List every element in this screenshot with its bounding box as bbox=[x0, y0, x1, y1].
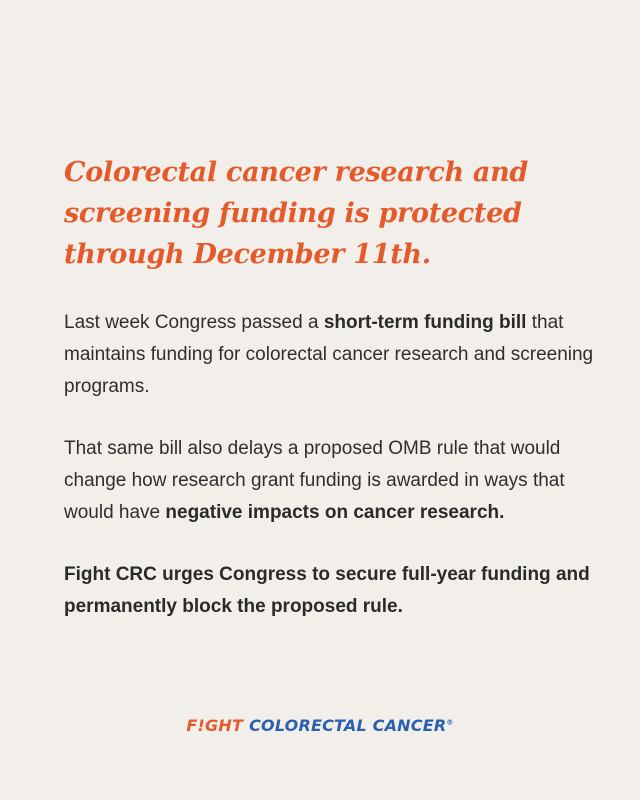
paragraph1-pre: Last week Congress passed a bbox=[64, 312, 324, 333]
logo-trademark: ® bbox=[446, 718, 454, 727]
paragraph1-bold: short-term funding bill bbox=[323, 312, 527, 333]
paragraph-omb-rule bbox=[64, 433, 594, 529]
paragraph-funding-bill bbox=[64, 307, 594, 403]
paragraph2-bold: negative impacts on cancer research. bbox=[165, 502, 505, 523]
paragraph2-pre: That same bill also delays a proposed OMB rule that would change how research grant funding is awarded in ways that would have bbox=[64, 438, 565, 523]
headline: Colorectal cancer research and screening funding is protected through December 11th. bbox=[64, 157, 529, 270]
body-text bbox=[64, 307, 594, 653]
fight-crc-logo bbox=[0, 716, 640, 735]
call-to-action: Fight CRC urges Congress to secure full-year funding and permanently block the proposed rule. bbox=[64, 564, 590, 617]
logo-name: COLORECTAL CANCER bbox=[249, 716, 447, 735]
paragraph1-post: that maintains funding for colorectal cancer research and screening programs. bbox=[64, 312, 594, 397]
logo-fight: F!GHT bbox=[186, 716, 244, 735]
